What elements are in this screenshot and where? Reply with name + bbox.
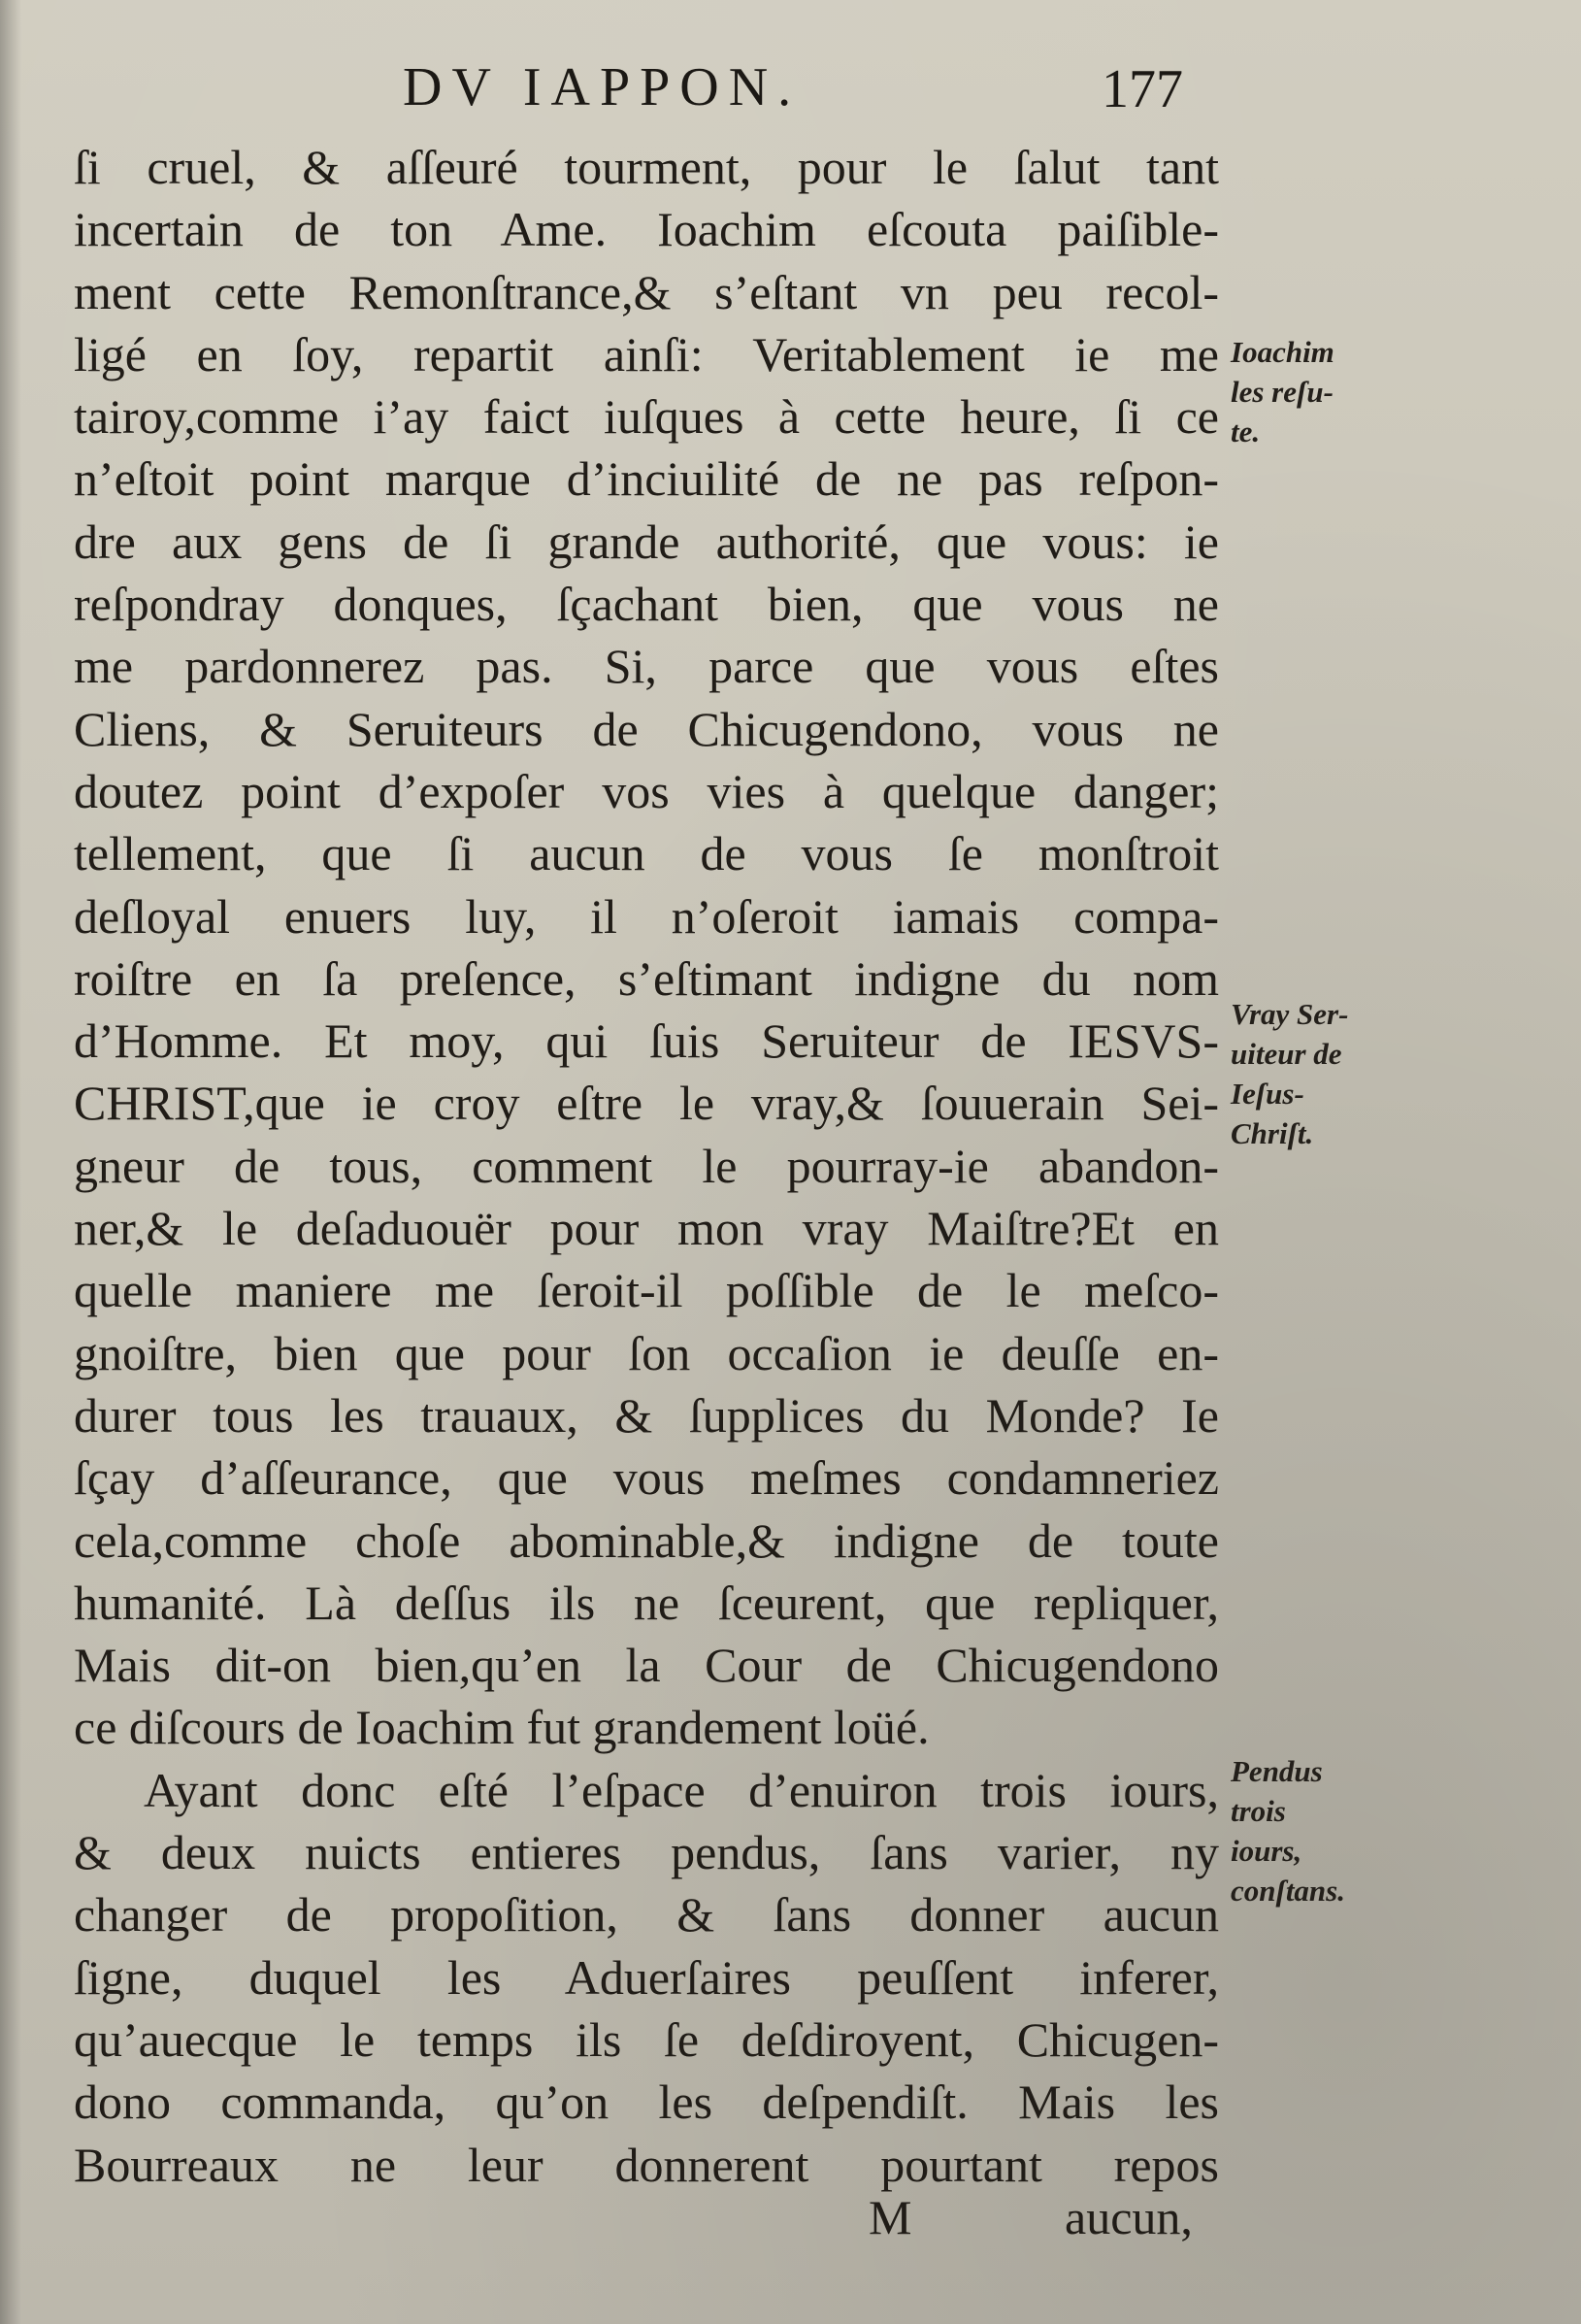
margin-note-line: Ieſus- (1231, 1077, 1304, 1111)
text-line: Cliens, & Seruiteurs de Chicugendono, vous ne (74, 701, 1219, 756)
text-line: doutez point d’expoſer vos vies à quelque danger; (74, 763, 1219, 818)
text-line: roiſtre en ſa preſence, s’eſtimant indigne du nom (74, 950, 1219, 1006)
catchword: aucun, (1065, 2190, 1193, 2244)
margin-note-line: Vray Ser- (1231, 997, 1349, 1031)
margin-note-line: Ioachim (1231, 335, 1334, 369)
text-line: d’Homme. Et moy, qui ſuis Seruiteur de IESVS- (74, 1013, 1219, 1069)
text-line: tairoy,comme i’ay faict iuſques à cette heure, ſi ce (74, 389, 1219, 445)
text-line: & deux nuicts entieres pendus, ſans varier, ny (74, 1825, 1219, 1880)
margin-note-line: Pendus (1231, 1754, 1323, 1788)
text-line: durer tous les trauaux, & ſupplices du Monde? Ie (74, 1387, 1219, 1443)
text-line: ligé en ſoy, repartit ainſi: Veritablement ie me (74, 326, 1219, 382)
margin-note-line: Chriſt. (1231, 1116, 1314, 1150)
text-line: gnoiſtre, bien que pour ſon occaſion ie deuſſe en- (74, 1325, 1219, 1380)
running-title: DV IAPPON. (403, 57, 802, 117)
text-line: changer de propoſition, & ſans donner aucun (74, 1887, 1219, 1942)
text-line: tellement, que ſi aucun de vous ſe monſtroit (74, 826, 1219, 881)
paragraph-first-line: Ayant donc eſté l’eſpace d’enuiron trois iours, (144, 1762, 1219, 1817)
margin-note (1231, 994, 1425, 1153)
margin-note (1231, 332, 1425, 451)
text-line: Mais dit-on bien,qu’en la Cour de Chicugendono (74, 1638, 1219, 1693)
text-line: ment cette Remonſtrance,& s’eſtant vn peu recol- (74, 264, 1219, 319)
body-text (74, 136, 1219, 2196)
text-line: incertain de ton Ame. Ioachim eſcouta paiſible- (74, 202, 1219, 257)
text-line: Bourreaux ne leur donnerent pourtant repos (74, 2137, 1219, 2192)
margin-note-line: uiteur de (1231, 1037, 1342, 1071)
text-line: ſi cruel, & aſſeuré tourment, pour le ſalut tant (74, 140, 1219, 194)
text-line: n’eſtoit point marque d’inciuilité de ne pas reſpon- (74, 451, 1219, 507)
page-number: 177 (1102, 59, 1183, 119)
text-line: CHRIST,que ie croy eſtre le vray,& ſouuerain Sei- (74, 1076, 1219, 1131)
margin-note-line: conſtans. (1231, 1874, 1345, 1908)
text-line: ce diſcours de Ioachim fut grandement loüé. (74, 1700, 930, 1755)
margin-note-line: les reſu- (1231, 375, 1334, 409)
signature-mark: M (869, 2190, 912, 2244)
running-head (0, 56, 1581, 134)
text-line: cela,comme choſe abominable,& indigne de toute (74, 1512, 1219, 1568)
text-line: reſpondray donques, ſçachant bien, que vous ne (74, 577, 1219, 632)
margin-note-line: trois (1231, 1794, 1286, 1828)
text-line: me pardonnerez pas. Si, parce que vous eſtes (74, 639, 1219, 694)
text-line: dre aux gens de ſi grande authorité, que vous: ie (74, 514, 1219, 569)
text-line: humanité. Là deſſus ils ne ſceurent, que repliquer, (74, 1575, 1219, 1630)
margin-note (1231, 1751, 1425, 1910)
margin-note-line: iours, (1231, 1834, 1302, 1868)
text-line: ſigne, duquel les Aduerſaires peuſſent inferer, (74, 1949, 1219, 2005)
text-line: quelle maniere me ſeroit-il poſſible de le meſco- (74, 1263, 1219, 1318)
text-line: dono commanda, qu’on les deſpendiſt. Mais les (74, 2075, 1219, 2130)
text-line: ner,& le deſaduouër pour mon vray Maiſtre?Et en (74, 1201, 1219, 1256)
text-line: deſloyal enuers luy, il n’oſeroit iamais compa- (74, 888, 1219, 944)
text-line: gneur de tous, comment le pourray-ie abandon- (74, 1138, 1219, 1193)
margin-note-line: te. (1231, 415, 1261, 448)
text-line: qu’auecque le temps ils ſe deſdiroyent, Chicugen- (74, 2011, 1219, 2067)
text-line: ſçay d’aſſeurance, que vous meſmes condamneriez (74, 1450, 1219, 1506)
